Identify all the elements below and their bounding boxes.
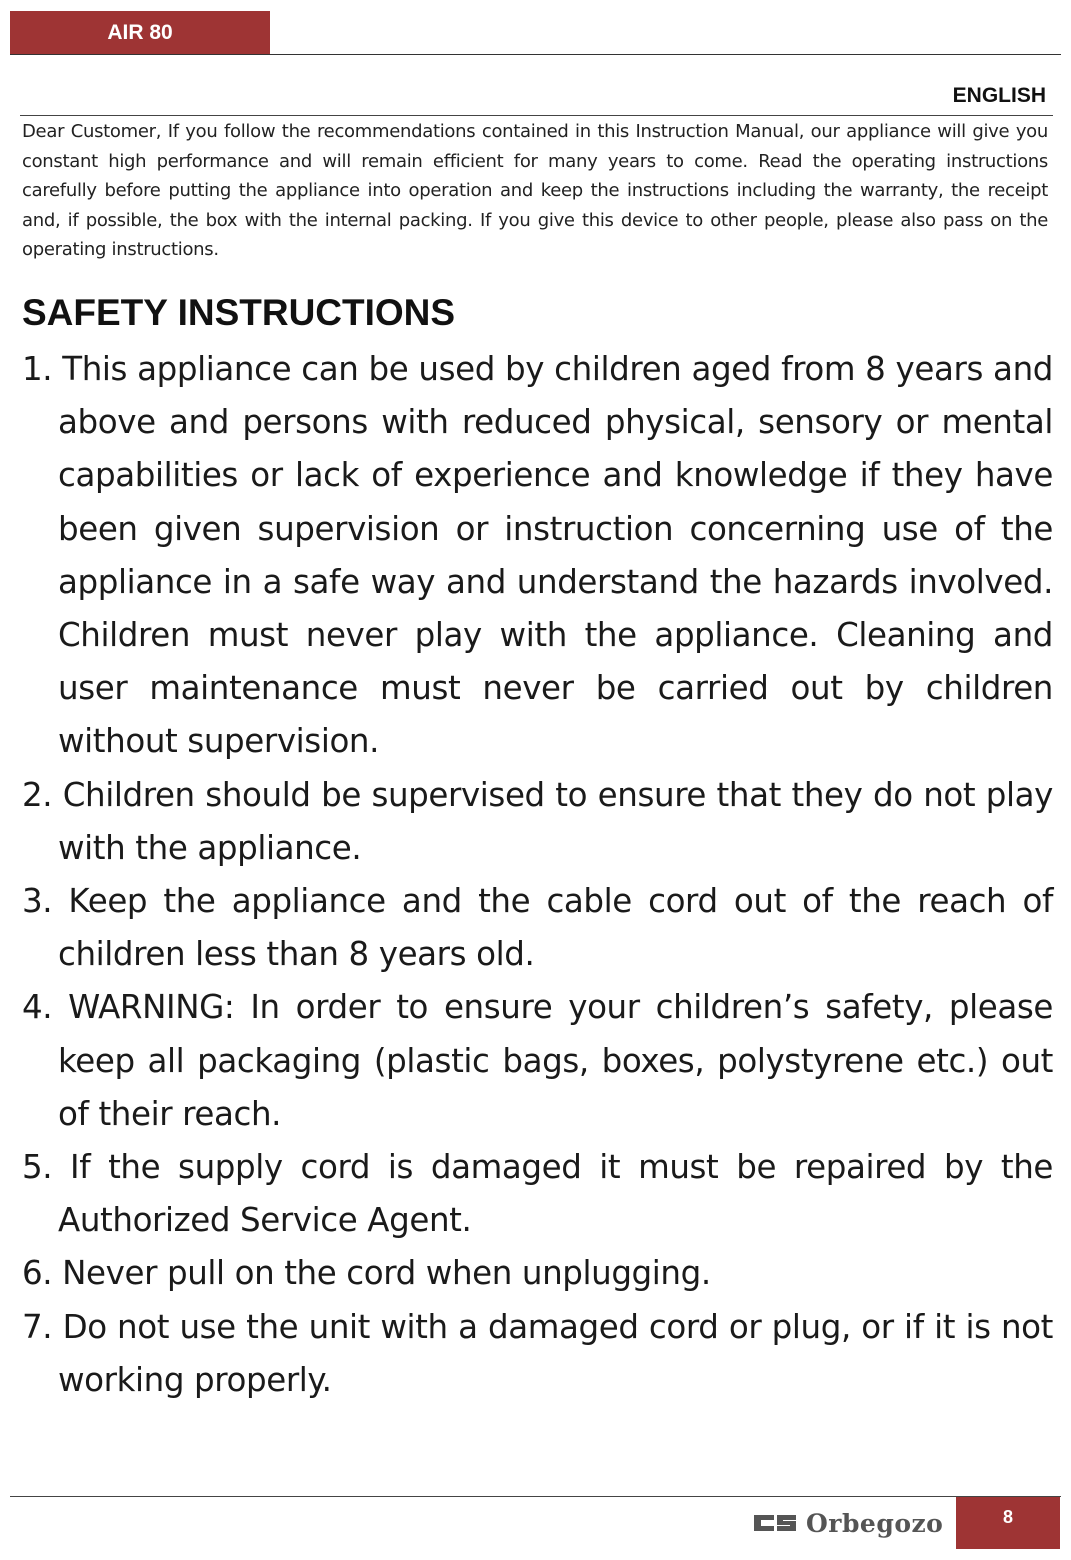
page-number: 8 <box>1002 1507 1013 1527</box>
safety-item: 1. This appliance can be used by children aged from 8 years and above and persons with reduced physical, sensory or mental capabilities or lack of experience and knowledge if they have been given supervision or instruction concerning use of the appliance in a safe way and understand the hazards involved. Children must never play with the appliance. Cleaning and user maintenance must never be carried out by children without supervision. <box>22 350 1053 761</box>
language-label: ENGLISH <box>952 84 1046 107</box>
brand-emblem-icon <box>752 1511 798 1535</box>
model-name: AIR 80 <box>107 20 173 44</box>
header-divider <box>10 54 1061 55</box>
brand-wordmark: Orbegozo <box>806 1508 944 1538</box>
model-tab <box>10 11 270 54</box>
safety-item: 3. Keep the appliance and the cable cord out of the reach of children less than 8 years old. <box>22 882 1053 974</box>
safety-item: 6. Never pull on the cord when unplugging. <box>22 1254 711 1293</box>
safety-item: 7. Do not use the unit with a damaged cord or plug, or if it is not working properly. <box>22 1307 1053 1399</box>
safety-item: 2. Children should be supervised to ensure that they do not play with the appliance. <box>22 775 1053 867</box>
language-divider <box>20 115 1053 116</box>
safety-instructions-list <box>22 343 1053 1407</box>
safety-item: 4. WARNING: In order to ensure your children’s safety, please keep all packaging (plastic bags, boxes, polystyrene etc.) out of their reach. <box>22 988 1053 1133</box>
intro-paragraph: Dear Customer, If you follow the recommendations contained in this Instruction Manual, our appliance will give you constant high performance and will remain efficient for many years to come. Read the operating instructions carefully before putting the appliance into operation and keep the instructions including the warranty, the receipt and, if possible, the box with the internal packing. If you give this device to other people, please also pass on the operating instructions. <box>22 121 1048 261</box>
safety-item: 5. If the supply cord is damaged it must be repaired by the Authorized Service Agent. <box>22 1148 1053 1240</box>
section-title: SAFETY INSTRUCTIONS <box>22 292 456 333</box>
footer-divider <box>10 1496 1061 1497</box>
page-number-tab <box>956 1497 1060 1549</box>
brand-logo <box>752 1506 943 1540</box>
